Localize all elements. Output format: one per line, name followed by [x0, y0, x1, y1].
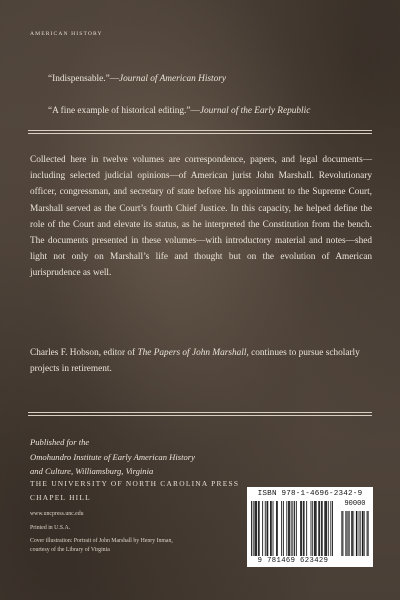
- barcode-bar: [306, 501, 307, 556]
- barcode-bar: [273, 501, 274, 556]
- barcode-bar: [286, 501, 287, 556]
- publisher-city: CHAPEL HILL: [30, 493, 91, 502]
- addon-bar: [356, 511, 357, 556]
- addon-bar: [342, 511, 343, 556]
- isbn-barcode: [247, 487, 373, 567]
- barcode-bar: [256, 501, 257, 556]
- published-line: Omohundro Institute of Early American History: [30, 451, 195, 462]
- barcode-bar: [281, 501, 282, 556]
- barcode-bar: [304, 501, 305, 556]
- addon-bar: [356, 511, 357, 556]
- review-quote-1: [48, 73, 226, 85]
- barcode-bar: [328, 501, 329, 556]
- barcode-bar: [294, 501, 295, 556]
- barcode-bar: [270, 501, 271, 556]
- barcode-bar: [326, 501, 327, 556]
- barcode-bar: [262, 501, 263, 556]
- barcode-bar: [267, 501, 268, 556]
- quote-text: “Indispensable.”—: [48, 74, 119, 84]
- published-line: and Culture, Williamsburg, Virginia: [30, 466, 154, 477]
- ean-barcode-bars: [251, 501, 333, 556]
- barcode-bar: [301, 501, 302, 556]
- addon-bar: [362, 511, 363, 556]
- publisher-name: THE UNIVERSITY OF NORTH CAROLINA PRESS: [30, 479, 240, 488]
- book-description: Collected here in twelve volumes are correspondence, papers, and legal documents—including selected judicial opinions—of American jurist John Marshall. Revolutionary officer, congressman, and secretary of state before his appointment to the Supreme Court, Marshall served as the Court’s fourth Chief Justice. In this capacity, he helped define the role of the Court and elevate its status, as he interpreted the Constitution from the bench. The documents presented in these volumes—with introductory material and notes—shed light not only on Marshall’s life and thought but on the evolution of American jurisprudence as well.: [30, 155, 372, 279]
- barcode-bar: [324, 501, 325, 556]
- barcode-bar: [276, 501, 277, 556]
- editor-bio: [30, 345, 372, 377]
- addon-bar: [368, 511, 369, 556]
- addon-bar: [364, 511, 365, 556]
- addon-bar: [359, 511, 360, 556]
- ean-digits: 9 781469 623429: [257, 557, 329, 565]
- addon-bar: [367, 511, 368, 556]
- isbn-label: ISBN 978-1-4696-2342-9: [257, 490, 363, 498]
- barcode-bar: [288, 501, 289, 556]
- divider-bottom-second: [28, 415, 372, 416]
- divider-top: [28, 130, 372, 131]
- barcode-bar: [277, 501, 278, 556]
- addon-bar: [343, 511, 344, 556]
- divider-bottom: [28, 412, 372, 413]
- barcode-bar: [292, 501, 293, 556]
- barcode-bar: [255, 501, 256, 556]
- editor-bio-prefix: Charles F. Hobson, editor of: [30, 348, 138, 358]
- addon-bar: [354, 511, 355, 556]
- review-quote-2: [48, 105, 310, 117]
- barcode-bar: [322, 501, 323, 556]
- barcode-bar: [311, 501, 312, 556]
- cover-credit-line: courtesy of the Library of Virginia: [30, 547, 110, 553]
- barcode-bar: [259, 501, 260, 556]
- addon-bar: [345, 511, 346, 556]
- publisher-url: www.uncpress.unc.edu: [30, 511, 84, 517]
- barcode-bar: [267, 501, 268, 556]
- addon-bar: [351, 511, 352, 556]
- addon-bar: [349, 511, 350, 556]
- barcode-bar: [316, 501, 317, 556]
- barcode-bar: [254, 501, 255, 556]
- published-for-block: [30, 435, 195, 479]
- barcode-bar: [300, 501, 301, 556]
- barcode-bar: [283, 501, 284, 556]
- price-addon-bars: [341, 511, 369, 556]
- barcode-bar: [325, 501, 326, 556]
- barcode-bar: [296, 501, 297, 556]
- addon-bar: [346, 511, 347, 556]
- barcode-bar: [253, 501, 254, 556]
- barcode-bar: [330, 501, 331, 556]
- barcode-bar: [314, 501, 315, 556]
- barcode-bar: [332, 501, 333, 556]
- editor-bio-work-title: The Papers of John Marshall: [137, 348, 247, 358]
- barcode-bar: [291, 501, 292, 556]
- quote-source: Journal of the Early Republic: [199, 106, 311, 116]
- addon-bar: [347, 511, 348, 556]
- editor-bio-suffix: , continues to pursue scholarly projects in retirement.: [30, 348, 360, 375]
- barcode-bar: [321, 501, 322, 556]
- cover-credit-line: Cover illustration: Portrait of John Marshall by Henry Inman,: [30, 538, 173, 544]
- addon-bar: [360, 511, 361, 556]
- addon-bar: [363, 511, 364, 556]
- barcode-bar: [251, 501, 252, 556]
- addon-bar: [358, 511, 359, 556]
- barcode-bar: [318, 501, 319, 556]
- price-addon-digits: 90000: [344, 500, 366, 508]
- addon-bar: [367, 511, 368, 556]
- barcode-bar: [258, 501, 259, 556]
- addon-bar: [352, 511, 353, 556]
- addon-bar: [348, 511, 349, 556]
- category-label: AMERICAN HISTORY: [30, 31, 103, 37]
- quote-source: Journal of American History: [119, 74, 226, 84]
- barcode-bar: [315, 501, 316, 556]
- barcode-bar: [319, 501, 320, 556]
- barcode-bar: [271, 501, 272, 556]
- published-line: Published for the: [30, 437, 90, 447]
- printed-in: Printed in U.S.A.: [30, 525, 71, 531]
- quote-text: “A fine example of historical editing.”—: [48, 106, 200, 116]
- barcode-bar: [303, 501, 304, 556]
- addon-bar: [362, 511, 363, 556]
- addon-bar: [352, 511, 353, 556]
- divider-top-second: [28, 133, 372, 134]
- barcode-bar: [289, 501, 290, 556]
- barcode-bar: [312, 501, 313, 556]
- addon-bar: [341, 511, 342, 556]
- barcode-bar: [265, 501, 266, 556]
